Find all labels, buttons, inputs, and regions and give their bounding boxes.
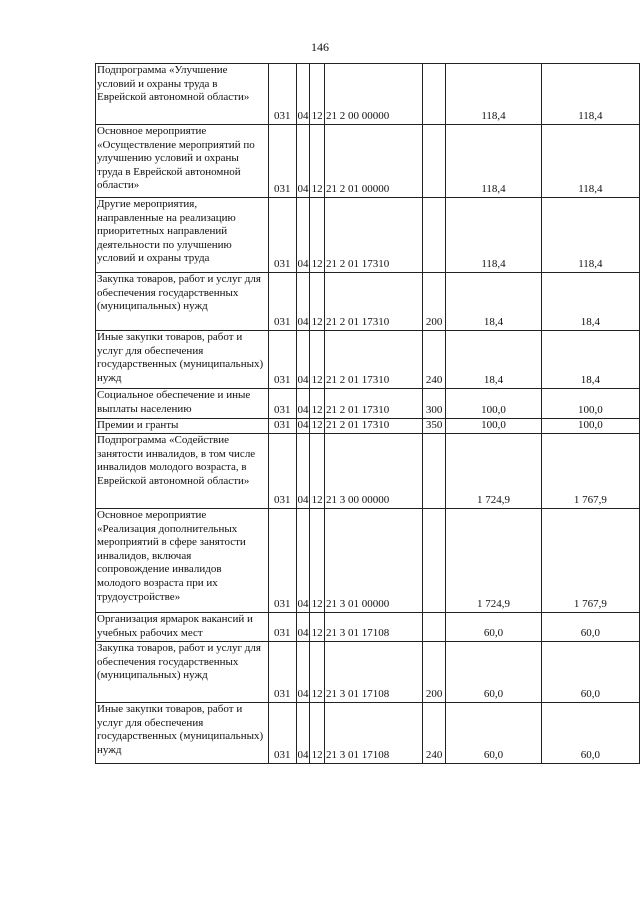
row-name (96, 434, 269, 509)
amount-year-1: 100,0 (446, 389, 542, 419)
table-row (96, 64, 640, 125)
target-article-code: 21 2 01 00000 (324, 125, 422, 198)
ministry-code: 031 (268, 198, 296, 273)
expense-type-code: 200 (422, 642, 445, 703)
row-name-text: Основное мероприятие «Осуществление мероприятий по улучшению условий и охраны труда в Еврейской автономной области» (97, 125, 255, 192)
amount-year-2: 18,4 (541, 273, 639, 331)
section-code: 04 (296, 64, 310, 125)
amount-year-1: 18,4 (446, 273, 542, 331)
subsection-code: 12 (310, 198, 325, 273)
row-name-text: Другие мероприятия, направленные на реализацию приоритетных направлений деятельности по улучшению условий и охраны труда (97, 198, 236, 265)
amount-year-2: 118,4 (541, 198, 639, 273)
row-name (96, 198, 269, 273)
target-article-code: 21 3 01 17108 (324, 642, 422, 703)
row-name-text: Иные закупки товаров, работ и услуг для обеспечения государственных (муниципальных) нужд (97, 331, 264, 384)
amount-year-2: 60,0 (541, 642, 639, 703)
subsection-code: 12 (310, 703, 325, 764)
row-name-text: Иные закупки товаров, работ и услуг для обеспечения государственных (муниципальных) нужд (97, 703, 264, 756)
subsection-code: 12 (310, 642, 325, 703)
subsection-code: 12 (310, 64, 325, 125)
target-article-code: 21 2 00 00000 (324, 64, 422, 125)
expense-type-code: 240 (422, 703, 445, 764)
expense-type-code (422, 198, 445, 273)
expense-type-code (422, 509, 445, 613)
section-code: 04 (296, 198, 310, 273)
target-article-code: 21 2 01 17310 (324, 198, 422, 273)
ministry-code: 031 (268, 613, 296, 642)
table-row (96, 642, 640, 703)
row-name (96, 703, 269, 764)
amount-year-2: 100,0 (541, 389, 639, 419)
row-name-text: Основное мероприятие «Реализация дополнительных мероприятий в сфере занятости инвалидов, включая сопровождение инвалидов молодого возраста при их трудоустройстве» (97, 509, 246, 603)
table-row (96, 509, 640, 613)
row-name (96, 273, 269, 331)
amount-year-2: 100,0 (541, 419, 639, 434)
amount-year-2: 60,0 (541, 613, 639, 642)
amount-year-1: 60,0 (446, 642, 542, 703)
ministry-code: 031 (268, 389, 296, 419)
ministry-code: 031 (268, 125, 296, 198)
amount-year-1: 118,4 (446, 125, 542, 198)
expense-type-code (422, 613, 445, 642)
row-name (96, 509, 269, 613)
table-row (96, 613, 640, 642)
row-name (96, 64, 269, 125)
table-row (96, 419, 640, 434)
amount-year-2: 118,4 (541, 125, 639, 198)
section-code: 04 (296, 331, 310, 389)
amount-year-2: 1 767,9 (541, 434, 639, 509)
ministry-code: 031 (268, 273, 296, 331)
table-row (96, 434, 640, 509)
target-article-code: 21 2 01 17310 (324, 273, 422, 331)
ministry-code: 031 (268, 434, 296, 509)
row-name-text: Премии и гранты (97, 419, 179, 431)
target-article-code: 21 3 00 00000 (324, 434, 422, 509)
amount-year-2: 1 767,9 (541, 509, 639, 613)
expense-type-code (422, 64, 445, 125)
row-name (96, 613, 269, 642)
target-article-code: 21 2 01 17310 (324, 331, 422, 389)
target-article-code: 21 3 01 00000 (324, 509, 422, 613)
ministry-code: 031 (268, 419, 296, 434)
amount-year-1: 1 724,9 (446, 434, 542, 509)
row-name-text: Закупка товаров, работ и услуг для обеспечения государственных (муниципальных) нужд (97, 273, 261, 313)
ministry-code: 031 (268, 703, 296, 764)
section-code: 04 (296, 703, 310, 764)
amount-year-1: 60,0 (446, 703, 542, 764)
budget-table (95, 63, 640, 764)
row-name-text: Организация ярмарок вакансий и учебных рабочих мест (97, 613, 253, 639)
row-name-text: Социальное обеспечение и иные выплаты населению (97, 389, 251, 415)
amount-year-1: 60,0 (446, 613, 542, 642)
ministry-code: 031 (268, 509, 296, 613)
table-row (96, 198, 640, 273)
table-row (96, 389, 640, 419)
ministry-code: 031 (268, 331, 296, 389)
expense-type-code (422, 125, 445, 198)
expense-type-code: 200 (422, 273, 445, 331)
row-name-text: Закупка товаров, работ и услуг для обеспечения государственных (муниципальных) нужд (97, 642, 261, 682)
table-row (96, 125, 640, 198)
section-code: 04 (296, 642, 310, 703)
table-row (96, 331, 640, 389)
expense-type-code: 300 (422, 389, 445, 419)
ministry-code: 031 (268, 64, 296, 125)
row-name (96, 331, 269, 389)
table-row (96, 273, 640, 331)
subsection-code: 12 (310, 509, 325, 613)
subsection-code: 12 (310, 331, 325, 389)
amount-year-2: 18,4 (541, 331, 639, 389)
section-code: 04 (296, 613, 310, 642)
amount-year-1: 100,0 (446, 419, 542, 434)
amount-year-1: 18,4 (446, 331, 542, 389)
budget-table-body (96, 64, 640, 764)
subsection-code: 12 (310, 419, 325, 434)
row-name (96, 389, 269, 419)
amount-year-1: 118,4 (446, 64, 542, 125)
section-code: 04 (296, 434, 310, 509)
expense-type-code (422, 434, 445, 509)
subsection-code: 12 (310, 434, 325, 509)
section-code: 04 (296, 419, 310, 434)
target-article-code: 21 3 01 17108 (324, 703, 422, 764)
subsection-code: 12 (310, 613, 325, 642)
row-name-text: Подпрограмма «Улучшение условий и охраны труда в Еврейской автономной области» (97, 64, 250, 104)
subsection-code: 12 (310, 125, 325, 198)
expense-type-code: 240 (422, 331, 445, 389)
subsection-code: 12 (310, 389, 325, 419)
section-code: 04 (296, 125, 310, 198)
amount-year-1: 1 724,9 (446, 509, 542, 613)
row-name (96, 419, 269, 434)
target-article-code: 21 3 01 17108 (324, 613, 422, 642)
target-article-code: 21 2 01 17310 (324, 389, 422, 419)
subsection-code: 12 (310, 273, 325, 331)
amount-year-2: 60,0 (541, 703, 639, 764)
page-number: 146 (311, 40, 329, 54)
section-code: 04 (296, 273, 310, 331)
table-row (96, 703, 640, 764)
section-code: 04 (296, 389, 310, 419)
expense-type-code: 350 (422, 419, 445, 434)
amount-year-2: 118,4 (541, 64, 639, 125)
row-name-text: Подпрограмма «Содействие занятости инвалидов, в том числе инвалидов молодого возраста, в Еврейской автономной области» (97, 434, 256, 487)
row-name (96, 642, 269, 703)
target-article-code: 21 2 01 17310 (324, 419, 422, 434)
ministry-code: 031 (268, 642, 296, 703)
row-name (96, 125, 269, 198)
amount-year-1: 118,4 (446, 198, 542, 273)
section-code: 04 (296, 509, 310, 613)
